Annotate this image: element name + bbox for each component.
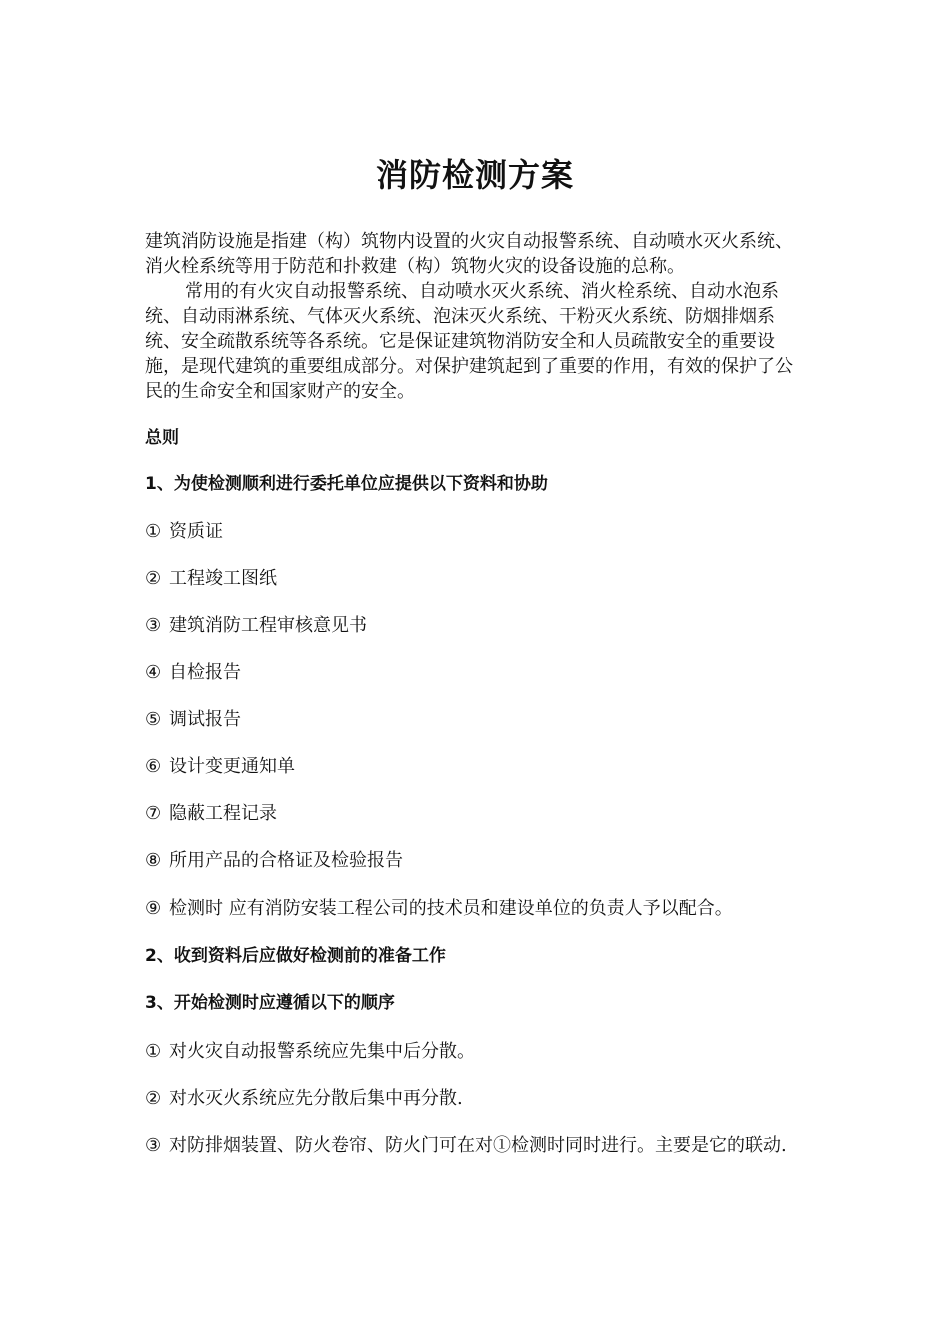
- document-title: 消防检测方案: [375, 156, 574, 194]
- list-number: ⑦: [145, 803, 162, 824]
- list-text: 对水灭火系统应先分散后集中再分散.: [169, 1088, 463, 1109]
- list-text: 设计变更通知单: [169, 756, 295, 777]
- list-number: ⑥: [145, 756, 162, 777]
- section-general-heading: 总则: [145, 428, 179, 448]
- list-number: ③: [145, 615, 162, 636]
- list1-item-2: [145, 566, 810, 591]
- list1-item-5: [145, 707, 810, 732]
- list-text: 对防排烟装置、防火卷帘、防火门可在对①检测时同时进行。主要是它的联动.: [169, 1135, 787, 1156]
- list-text: 对火灾自动报警系统应先集中后分散。: [169, 1041, 475, 1062]
- list-number: ⑨: [145, 898, 162, 919]
- list-text: 调试报告: [169, 709, 241, 730]
- list-number: ①: [145, 1041, 162, 1062]
- list1-item-4: [145, 660, 810, 685]
- list-text: 建筑消防工程审核意见书: [169, 615, 367, 636]
- list1-item-3: [145, 613, 810, 638]
- list1-item-9: [145, 896, 810, 921]
- list-text: 隐蔽工程记录: [169, 803, 277, 824]
- list-text: 检测时 应有消防安装工程公司的技术员和建设单位的负责人予以配合。: [169, 898, 733, 919]
- list3-item-2: [145, 1086, 810, 1111]
- heading-1: 1、为使检测顺利进行委托单位应提供以下资料和协助: [145, 474, 548, 494]
- list-text: 工程竣工图纸: [169, 568, 277, 589]
- list-text: 自检报告: [169, 662, 241, 683]
- heading-2: 2、收到资料后应做好检测前的准备工作: [145, 946, 446, 966]
- intro-paragraph-2: 常用的有火灾自动报警系统、自动喷水灭火系统、消火栓系统、自动水泡系统、自动雨淋系统、气体灭火系统、泡沫灭火系统、干粉灭火系统、防烟排烟系统、安全疏散系统等各系统。它是保证建筑物消防安全和人员疏散安全的重要设施，是现代建筑的重要组成部分。对保护建筑起到了重要的作用，有效的保护了公民的生命安全和国家财产的安全。: [145, 281, 793, 402]
- list-number: ①: [145, 521, 162, 542]
- list-number: ⑧: [145, 850, 162, 871]
- list-number: ②: [145, 568, 162, 589]
- list1-item-1: [145, 519, 810, 544]
- list-number: ③: [145, 1135, 162, 1156]
- intro-paragraph-1: 建筑消防设施是指建（构）筑物内设置的火灾自动报警系统、自动喷水灭火系统、消火栓系统等用于防范和扑救建（构）筑物火灾的设备设施的总称。: [145, 231, 793, 277]
- list-number: ②: [145, 1088, 162, 1109]
- list1-item-8: [145, 848, 810, 873]
- list-number: ⑤: [145, 709, 162, 730]
- list-text: 所用产品的合格证及检验报告: [169, 850, 403, 871]
- list3-item-1: [145, 1039, 810, 1064]
- list1-item-6: [145, 754, 810, 779]
- heading-3: 3、开始检测时应遵循以下的顺序: [145, 993, 395, 1013]
- list-text: 资质证: [169, 521, 223, 542]
- list-number: ④: [145, 662, 162, 683]
- list3-item-3: [145, 1133, 810, 1158]
- list1-item-7: [145, 801, 810, 826]
